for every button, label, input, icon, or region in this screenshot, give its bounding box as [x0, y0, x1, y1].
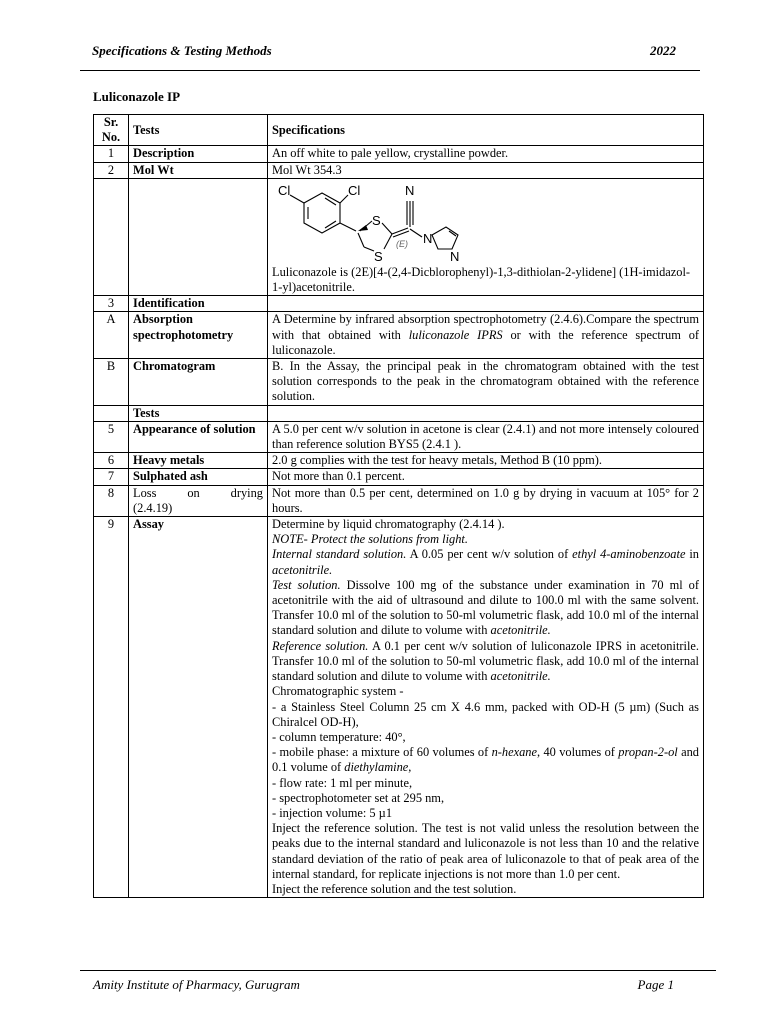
row-sr: 1	[94, 146, 129, 162]
table-row	[94, 162, 704, 178]
label-cl-2: Cl	[348, 182, 361, 198]
label-s-2: S	[374, 248, 383, 264]
specifications-table	[93, 114, 704, 898]
row-test: Tests	[129, 405, 268, 421]
footer-rule	[80, 970, 716, 971]
table-row	[94, 405, 704, 421]
row-spec: B. In the Assay, the principal peak in the chromatogram obtained with the test solution corresponds to the peak in the chromatogram obtained with the reference solution.	[268, 359, 704, 406]
table-header-row	[94, 115, 704, 146]
row-spec: 2.0 g complies with the test for heavy metals, Method B (10 ppm).	[268, 453, 704, 469]
footer-page-number: Page 1	[637, 977, 674, 992]
header-title: Specifications & Testing Methods	[92, 43, 272, 58]
table-row	[94, 359, 704, 406]
row-test: Chromatogram	[129, 359, 268, 406]
row-sr: 8	[94, 485, 129, 516]
table-row	[94, 453, 704, 469]
row-sr: A	[94, 312, 129, 359]
label-e-config: (E)	[396, 238, 408, 249]
row-sr: 3	[94, 296, 129, 312]
col-header-tests: Tests	[129, 115, 268, 146]
row-spec: A 5.0 per cent w/v solution in acetone is clear (2.4.1) and not more intensely coloured than reference solution BYS5 (2.4.1 ).	[268, 421, 704, 452]
row-spec: Mol Wt 354.3	[268, 162, 704, 178]
label-n-1: N	[423, 230, 433, 246]
assay-spec: Determine by liquid chromatography (2.4.14 ). NOTE- Protect the solutions from light. Internal standard solution. A 0.05 per cent w/v solution of ethyl 4-aminobenzoate in acetonitrile. Test solution. Dissolve 100 mg of the substance under examination in 70 ml of acetonitrile with the aid of ultrasound and dilute to 100.0 ml with the same solvent. Transfer 10.0 ml of the solution to 50-ml volumetric flask, add 10.0 ml of the internal standard solution and dilute to volume with acetonitrile. Reference solution. A 0.1 per cent w/v solution of luliconazole IPRS in acetonitrile. Transfer 10.0 ml of the solution to 50-ml volumetric flask, add 10.0 ml of the internal standard solution and dilute to volume with acetonitrile. Chromatographic system - - a Stainless Steel Column 25 cm X 4.6 mm, packed with OD-H (5 µm) (Such as Chiralcel OD-H), - column temperature: 40°, - mobile phase: a mixture of 60 volumes of n-hexane, 40 volumes of propan-2-ol and 0.1 volume of diethylamine, - flow rate: 1 ml per minute, - spectrophotometer set at 295 nm, - injection volume: 5 µ1 Inject the reference solution. The test is not valid unless the resolution between the peaks due to the internal standard and luliconazole is not less than 10 and the relative standard deviation of the ratio of peak area of luliconazole to that of peak area of the internal standard, for replicate injections is not more than 1.0 per cent. Inject the reference solution and the test solution.	[268, 517, 704, 898]
row-test: Identification	[129, 296, 268, 312]
table-row	[94, 421, 704, 452]
luliconazole-structure	[274, 181, 504, 265]
row-test: Absorption spectrophotometry	[129, 312, 268, 359]
row-spec	[268, 296, 704, 312]
footer-institute: Amity Institute of Pharmacy, Gurugram	[93, 977, 300, 992]
row-test: Loss on drying (2.4.19)	[129, 485, 268, 516]
row-sr: 6	[94, 453, 129, 469]
structure-caption: Luliconazole is (2E)[4-(2,4-Dicblorophenyl)-1,3-dithiolan-2-ylidene] (1H-imidazol-1-yl)acetonitrile.	[272, 264, 691, 295]
page-footer	[93, 977, 674, 993]
row-test: Assay	[129, 517, 268, 898]
row-spec: An off white to pale yellow, crystalline powder.	[268, 146, 704, 162]
row-test: Sulphated ash	[129, 469, 268, 485]
structure-row	[94, 178, 704, 295]
row-sr: 5	[94, 421, 129, 452]
header-year: 2022	[650, 43, 676, 58]
row-test: Appearance of solution	[129, 421, 268, 452]
table-row	[94, 485, 704, 516]
row-test: Mol Wt	[129, 162, 268, 178]
row-sr: 9	[94, 517, 129, 898]
monograph-title: Luliconazole IP	[93, 89, 181, 104]
row-sr: B	[94, 359, 129, 406]
header-rule	[80, 70, 700, 71]
table-row	[94, 312, 704, 359]
row-test: Description	[129, 146, 268, 162]
label-s-1: S	[372, 212, 381, 228]
row-spec: Not more than 0.5 per cent, determined on 1.0 g by drying in vacuum at 105° for 2 hours.	[268, 485, 704, 516]
label-n-2: N	[450, 248, 460, 264]
table-row	[94, 296, 704, 312]
row-spec: A Determine by infrared absorption spectrophotometry (2.4.6).Compare the spectrum with that obtained with luliconazole IPRS or with the reference spectrum of luliconazole.	[268, 312, 704, 359]
table-row	[94, 146, 704, 162]
structure-cell	[268, 178, 704, 295]
label-n-nitrile: N	[405, 182, 415, 198]
table-row	[94, 469, 704, 485]
row-spec: Not more than 0.1 percent.	[268, 469, 704, 485]
col-header-sr: Sr. No.	[94, 115, 129, 146]
row-test: Heavy metals	[129, 453, 268, 469]
benzene-ring	[304, 193, 340, 233]
col-header-specifications: Specifications	[268, 115, 704, 146]
label-cl-1: Cl	[278, 182, 291, 198]
spec-top-rule	[464, 178, 704, 179]
row-sr: 7	[94, 469, 129, 485]
page-header	[92, 43, 676, 59]
table-row	[94, 517, 704, 898]
row-sr: 2	[94, 162, 129, 178]
imidazole-ring	[432, 227, 458, 249]
